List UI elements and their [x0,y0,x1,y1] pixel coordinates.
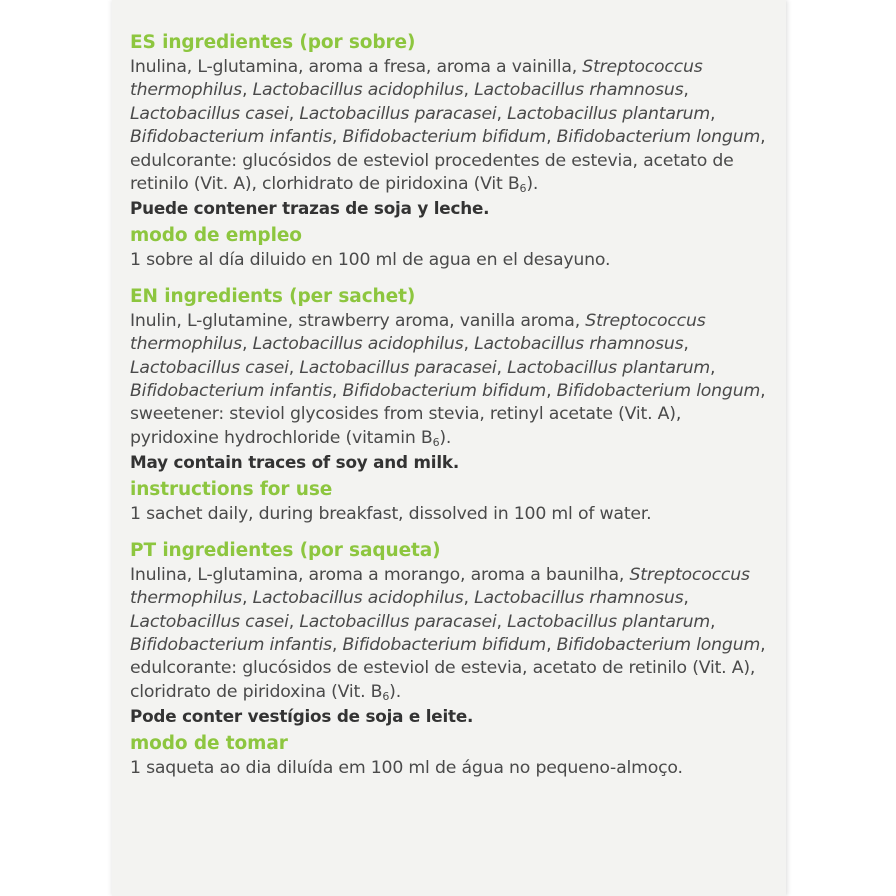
species-name: Lactobacillus acidophilus [252,80,464,101]
text-run: , [710,611,716,632]
species-name: Bifidobacterium infantis [130,127,332,148]
subscript: 6 [432,435,440,449]
species-name: Streptococcus thermophilus [130,57,703,101]
usage-heading-en: instructions for use [130,479,333,501]
ingredients-text-pt [130,564,770,704]
ingredients-heading-pt: PT ingredientes (por saqueta) [130,539,441,561]
text-run: , [683,588,689,609]
text-run: , [546,381,557,402]
text-run: , edulcorante: glucósidos de esteviol procedentes de estevia, acetato de retinilo (Vit. A), clorhidrato de piridoxina (Vit B [130,127,766,195]
species-name: Bifidobacterium longum [556,381,761,402]
text-run: , [463,334,475,355]
text-run: , [710,103,716,124]
text-run: , [683,80,689,101]
text-run: ). [439,427,452,448]
text-run: , [288,357,300,378]
label-content [130,30,770,792]
text-run: Inulina, L-glutamina, aroma a morango, aroma a baunilha, [130,564,630,585]
species-name: Streptococcus thermophilus [130,564,750,609]
species-name: Lactobacillus plantarum [507,103,711,124]
text-run: , [241,334,253,355]
species-name: Bifidobacterium bifidum [342,381,547,402]
usage-text-pt: 1 saqueta ao dia diluída em 100 ml de água no pequeno-almoço. [130,758,683,779]
allergen-warning-en: May contain traces of soy and milk. [130,452,460,473]
text-run: Inulin, L-glutamine, strawberry aroma, vanilla aroma, [130,310,586,331]
species-name: Lactobacillus casei [130,611,289,632]
species-name: Lactobacillus paracasei [299,103,497,124]
text-run: , [710,357,716,378]
text-run: , [288,103,300,124]
allergen-warning-es: Puede contener trazas de soja y leche. [130,198,490,219]
species-name: Bifidobacterium infantis [130,381,332,402]
text-run: , [241,80,253,101]
section-en [130,284,770,527]
text-run: , [463,588,475,609]
text-run: , [496,357,508,378]
text-run: , [546,127,557,148]
text-run: Inulina, L-glutamina, aroma a fresa, aroma a vainilla, [130,57,583,77]
ingredients-text-es [130,56,770,196]
species-name: Lactobacillus casei [130,357,289,378]
species-name: Lactobacillus rhamnosus [474,588,684,609]
species-name: Bifidobacterium longum [556,127,761,148]
allergen-warning-pt: Pode conter vestígios de soja e leite. [130,706,474,727]
text-run: , [288,611,300,632]
text-run: , [496,103,508,124]
species-name: Bifidobacterium bifidum [342,127,547,148]
species-name: Lactobacillus casei [130,103,289,124]
text-run: , sweetener: steviol glycosides from stevia, retinyl acetate (Vit. A), pyridoxine hydrochloride (vitamin B [130,381,766,448]
species-name: Lactobacillus plantarum [507,357,711,378]
species-name: Lactobacillus rhamnosus [474,334,684,355]
species-name: Streptococcus thermophilus [130,310,706,355]
text-run: , edulcorante: glucósidos de esteviol de estevia, acetato de retinilo (Vit. A), cloridrato de piridoxina (Vit. B [130,634,766,702]
text-run: , [496,611,508,632]
species-name: Lactobacillus acidophilus [252,588,464,609]
species-name: Lactobacillus plantarum [507,611,711,632]
species-name: Lactobacillus acidophilus [252,334,464,355]
usage-heading-es: modo de empleo [130,225,302,247]
text-run: ). [526,174,539,195]
ingredients-heading-es: ES ingredientes (por sobre) [130,32,416,53]
species-name: Lactobacillus paracasei [299,357,497,378]
usage-text-en: 1 sachet daily, during breakfast, dissolved in 100 ml of water. [130,504,652,525]
text-run: , [683,334,689,355]
text-run: ). [389,681,401,702]
species-name: Lactobacillus paracasei [299,611,497,632]
species-name: Lactobacillus rhamnosus [474,80,684,101]
ingredients-text-en [130,310,770,450]
text-run: , [331,634,343,655]
text-run: , [241,588,253,609]
subscript: 6 [382,689,390,703]
species-name: Bifidobacterium longum [556,634,761,655]
species-name: Bifidobacterium infantis [130,634,332,655]
usage-text-es: 1 sobre al día diluido en 100 ml de agua en el desayuno. [130,250,611,271]
text-run: , [546,634,557,655]
usage-heading-pt: modo de tomar [130,733,288,755]
text-run: , [331,381,343,402]
species-name: Bifidobacterium bifidum [342,634,547,655]
subscript: 6 [519,182,527,196]
text-run: , [463,80,475,101]
section-es [130,30,770,273]
ingredients-heading-en: EN ingredients (per sachet) [130,285,416,307]
section-pt [130,538,770,781]
text-run: , [331,127,343,148]
